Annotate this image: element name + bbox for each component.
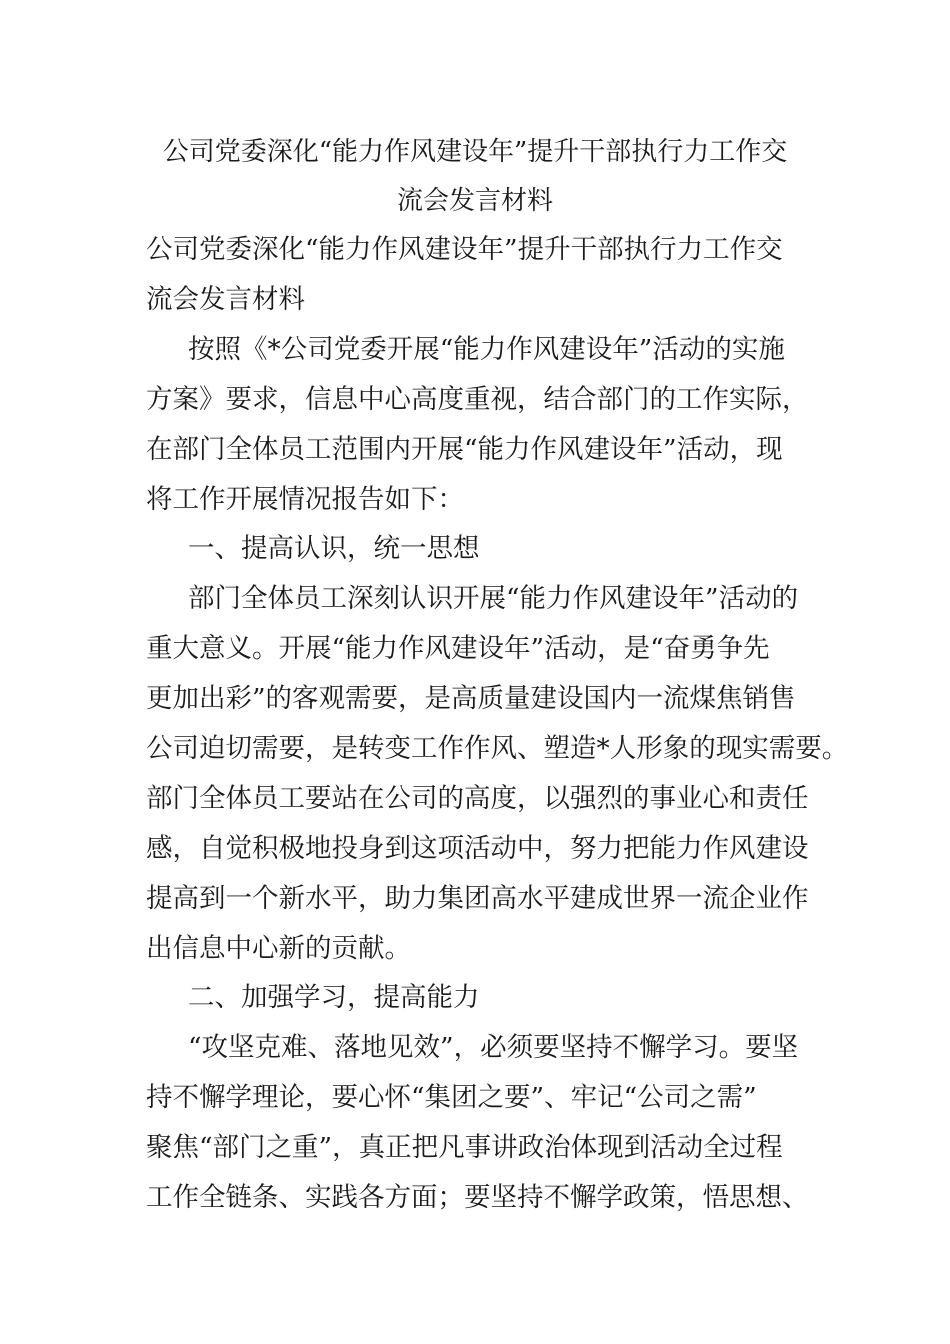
body-line: 在部门全体员工范围内开展“能力作风建设年”活动，现 xyxy=(146,434,783,465)
body-line: 部门全体员工要站在公司的高度，以强烈的事业心和责任 xyxy=(146,783,809,814)
body-line: 工作全链条、实践各方面；要坚持不懈学政策，悟思想、 xyxy=(146,1182,809,1213)
body-line: 将工作开展情况报告如下： xyxy=(146,484,464,515)
body-line: 提高到一个新水平，助力集团高水平建成世界一流企业作 xyxy=(146,883,809,914)
body-line: 按照《*公司党委开展“能力作风建设年”活动的实施 xyxy=(188,334,785,365)
section-heading-1: 一、提高认识，统一思想 xyxy=(188,533,480,564)
body-line: 聚焦“部门之重”，真正把凡事讲政治体现到活动全过程 xyxy=(146,1132,783,1163)
body-line: 出信息中心新的贡献。 xyxy=(146,933,411,964)
document-title-line-2: 流会发言材料 xyxy=(396,186,553,216)
section-heading-2: 二、加强学习，提高能力 xyxy=(188,982,480,1013)
body-line: 持不懈学理论，要心怀“集团之要”、牢记“公司之需” xyxy=(146,1082,757,1113)
body-line: 部门全体员工深刻认识开展“能力作风建设年”活动的 xyxy=(188,583,799,614)
document-title-line-1: 公司党委深化“能力作风建设年”提升干部执行力工作交 xyxy=(162,137,788,167)
body-line: 公司迫切需要，是转变工作作风、塑造*人形象的现实需要。 xyxy=(146,733,849,764)
body-line: 重大意义。开展“能力作风建设年”活动，是“奋勇争先 xyxy=(146,633,770,664)
body-line: 公司党委深化“能力作风建设年”提升干部执行力工作交 xyxy=(146,234,783,265)
body-line: “攻坚克难、落地见效”，必须要坚持不懈学习。要坚 xyxy=(188,1032,799,1063)
body-line: 感，自觉积极地投身到这项活动中，努力把能力作风建设 xyxy=(146,833,809,864)
body-line: 流会发言材料 xyxy=(146,284,305,315)
body-line: 更加出彩”的客观需要，是高质量建设国内一流煤焦销售 xyxy=(146,683,796,714)
body-line: 方案》要求，信息中心高度重视，结合部门的工作实际， xyxy=(146,384,809,415)
